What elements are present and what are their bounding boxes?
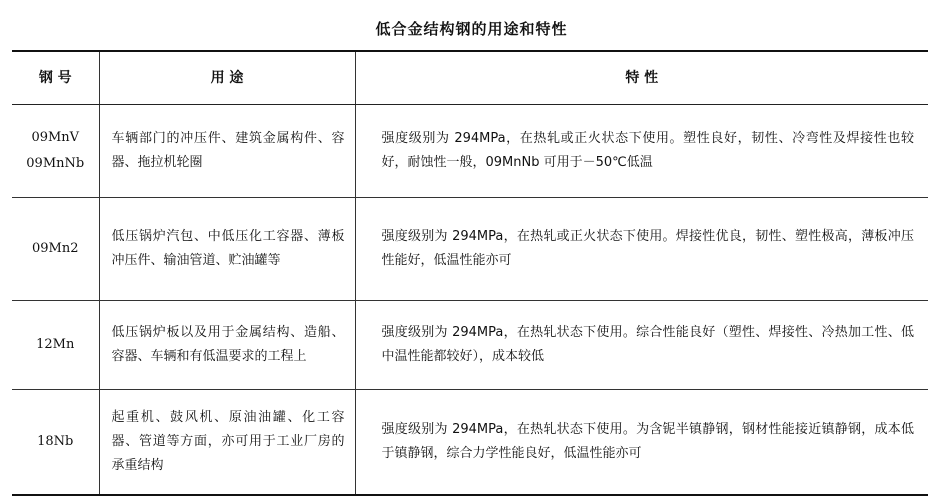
steel-properties-table [12, 50, 928, 496]
use-text: 低压锅炉板以及用于金属结构、造船、容器、车辆和有低温要求的工程上 [111, 325, 345, 364]
grade-cell [12, 198, 99, 301]
property-cell [355, 198, 928, 301]
grade-value: 12Mn [36, 337, 75, 352]
use-cell [99, 301, 355, 390]
header-use: 用 途 [99, 51, 355, 105]
property-cell [355, 390, 928, 496]
use-text: 起重机、鼓风机、原油油罐、化工容器、管道等方面，亦可用于工业厂房的承重结构 [111, 410, 345, 473]
use-cell [99, 105, 355, 198]
property-cell [355, 105, 928, 198]
header-property: 特 性 [355, 51, 928, 105]
grade-value: 09MnNb [26, 156, 85, 171]
grade-cell [12, 301, 99, 390]
table-row [12, 198, 928, 301]
property-text: 强度级别为 294MPa，在热轧状态下使用。为含铌半镇静钢，钢材性能接近镇静钢，成本低于镇静钢，综合力学性能良好，低温性能亦可 [381, 422, 914, 461]
table-title: 低合金结构钢的用途和特性 [375, 20, 568, 38]
grade-value: 09MnV [31, 130, 80, 145]
property-text: 强度级别为 294MPa，在热轧或正火状态下使用。焊接性优良，韧性、塑性极高，薄板冲压性能好，低温性能亦可 [381, 229, 914, 268]
grade-value: 09Mn2 [32, 241, 79, 256]
use-cell [99, 390, 355, 496]
grade-cell [12, 390, 99, 496]
use-text: 车辆部门的冲压件、建筑金属构件、容器、拖拉机轮圈 [111, 131, 345, 170]
grade-value: 18Nb [37, 434, 74, 449]
property-text: 强度级别为 294MPa，在热轧状态下使用。综合性能良好（塑性、焊接性、冷热加工性、低中温性能都较好），成本较低 [381, 325, 914, 364]
property-cell [355, 301, 928, 390]
property-text: 强度级别为 294MPa，在热轧或正火状态下使用。塑性良好，韧性、冷弯性及焊接性也较好，耐蚀性一般，09MnNb 可用于－50℃低温 [381, 131, 914, 170]
table-row [12, 390, 928, 496]
use-text: 低压锅炉汽包、中低压化工容器、薄板冲压件、输油管道、贮油罐等 [111, 229, 345, 268]
table-row [12, 301, 928, 390]
table-row [12, 105, 928, 198]
use-cell [99, 198, 355, 301]
header-grade: 钢 号 [12, 51, 99, 105]
table-header-row [12, 51, 928, 105]
grade-cell [12, 105, 99, 198]
